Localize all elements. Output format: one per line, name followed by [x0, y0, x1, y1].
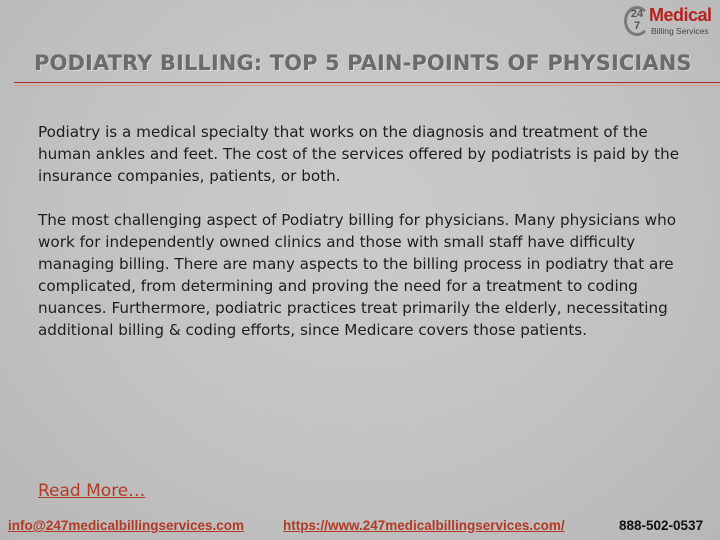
paragraph-challenges: The most challenging aspect of Podiatry billing for physicians. Many physicians who work for independently owned clinics and those with small staff have difficulty managing billing. There are many aspects to the billing process in podiatry that are complicated, from determining and proving the need for a treatment to coding nuances. Furthermore, podiatric practices treat primarily the elderly, necessitating additional billing & coding efforts, since Medicare covers those patients.	[38, 211, 676, 339]
company-logo	[624, 4, 714, 42]
title-divider	[14, 82, 720, 83]
footer-email-link[interactable]: info@247medicalbillingservices.com	[8, 518, 245, 533]
logo-word: Medical	[649, 5, 712, 25]
footer-phone: 888-502-0537	[619, 518, 704, 533]
slide-body	[38, 121, 698, 363]
logo-subtitle: Billing Services	[651, 26, 709, 36]
read-more-link[interactable]: Read More…	[38, 481, 146, 501]
paragraph-intro: Podiatry is a medical specialty that works on the diagnosis and treatment of the human ankles and feet. The cost of the services offered by podiatrists is paid by the insurance companies, patients, or both.	[38, 123, 680, 185]
footer-website-link[interactable]: https://www.247medicalbillingservices.com/	[283, 518, 565, 533]
footer-contact-bar	[0, 510, 720, 540]
slide-title: PODIATRY BILLING: TOP 5 PAIN-POINTS OF PHYSICIANS	[34, 51, 692, 75]
logo-number: 24 7	[630, 8, 644, 32]
title-divider-secondary	[14, 85, 720, 86]
